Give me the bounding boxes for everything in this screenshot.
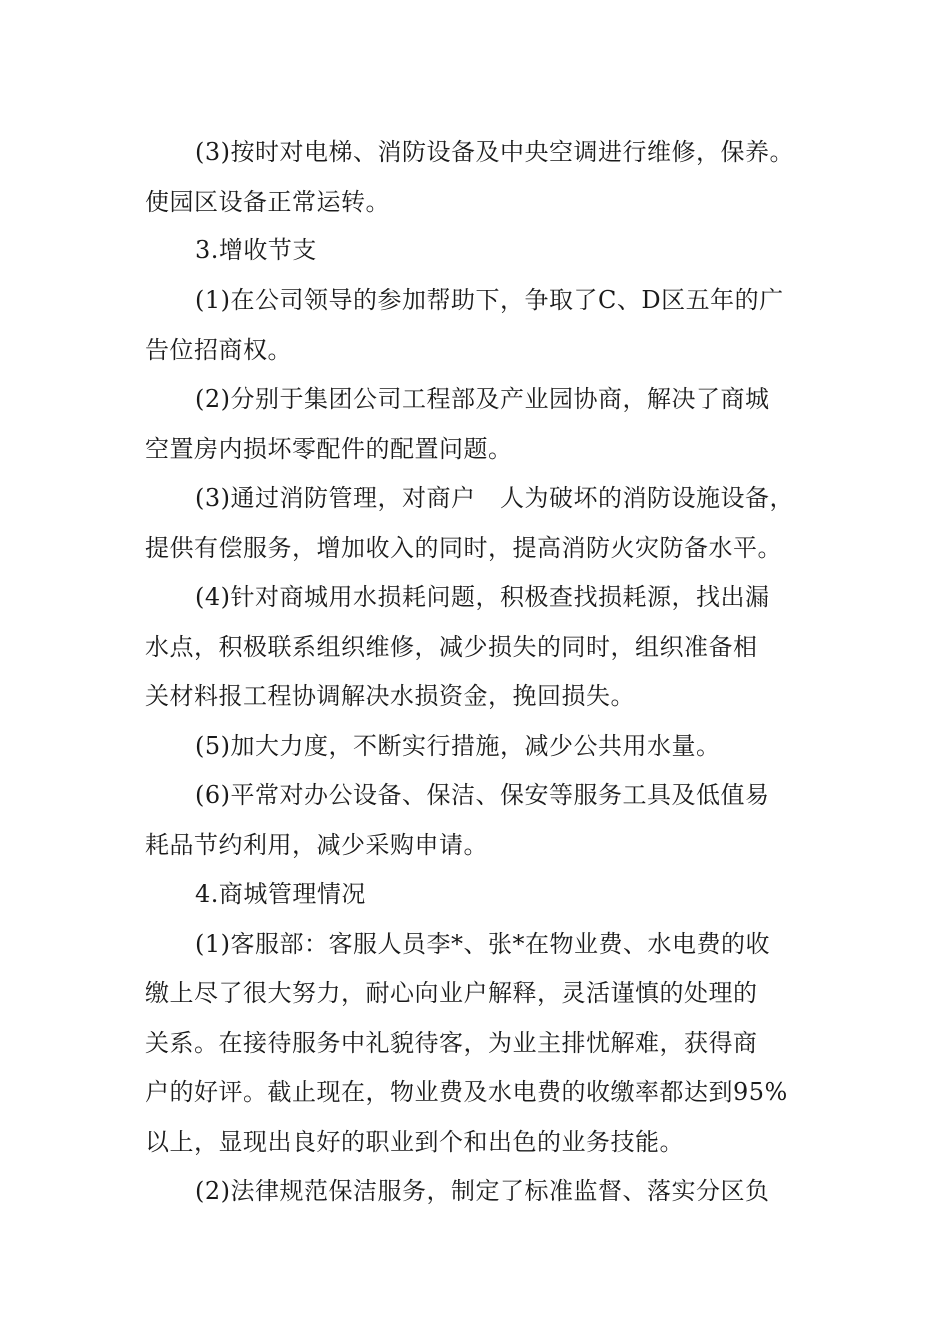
- paragraph-line: 关系。在接待服务中礼貌待客，为业主排忧解难，获得商: [145, 1029, 758, 1057]
- section-heading: 4.商城管理情况: [195, 880, 366, 908]
- paragraph-line: 空置房内损坏零配件的配置问题。: [145, 435, 513, 463]
- section-heading: 3.增收节支: [195, 236, 317, 264]
- paragraph-line: (1)在公司领导的参加帮助下，争取了C、D区五年的广: [195, 286, 784, 314]
- paragraph-line: 缴上尽了很大努力，耐心向业户解释，灵活谨慎的处理的: [145, 979, 758, 1007]
- paragraph-line: 告位招商权。: [145, 336, 292, 364]
- paragraph-line: 提供有偿服务，增加收入的同时，提高消防火灾防备水平。: [145, 534, 782, 562]
- paragraph-line: 户的好评。截止现在，物业费及水电费的收缴率都达到95%: [145, 1078, 788, 1106]
- paragraph-line: 关材料报工程协调解决水损资金，挽回损失。: [145, 682, 635, 710]
- paragraph-line: (2)分别于集团公司工程部及产业园协商，解决了商城: [195, 385, 770, 413]
- paragraph-line: (3)按时对电梯、消防设备及中央空调进行维修，保养。: [195, 138, 794, 166]
- paragraph-line: (5)加大力度，不断实行措施，减少公共用水量。: [195, 732, 721, 760]
- paragraph-line: 耗品节约利用，减少采购申请。: [145, 831, 488, 859]
- paragraph-line: (3)通过消防管理，对商户 人为破坏的消防设施设备，: [195, 484, 794, 512]
- paragraph-line: 使园区设备正常运转。: [145, 188, 390, 216]
- paragraph-line: (2)法律规范保洁服务，制定了标准监督、落实分区负: [195, 1177, 770, 1205]
- paragraph-line: (6)平常对办公设备、保洁、保安等服务工具及低值易: [195, 781, 770, 809]
- paragraph-line: 以上，显现出良好的职业到个和出色的业务技能。: [145, 1128, 684, 1156]
- paragraph-line: (1)客服部：客服人员李*、张*在物业费、水电费的收: [195, 930, 770, 958]
- paragraph-line: 水点，积极联系组织维修，减少损失的同时，组织准备相: [145, 633, 758, 661]
- paragraph-line: (4)针对商城用水损耗问题，积极查找损耗源，找出漏: [195, 583, 770, 611]
